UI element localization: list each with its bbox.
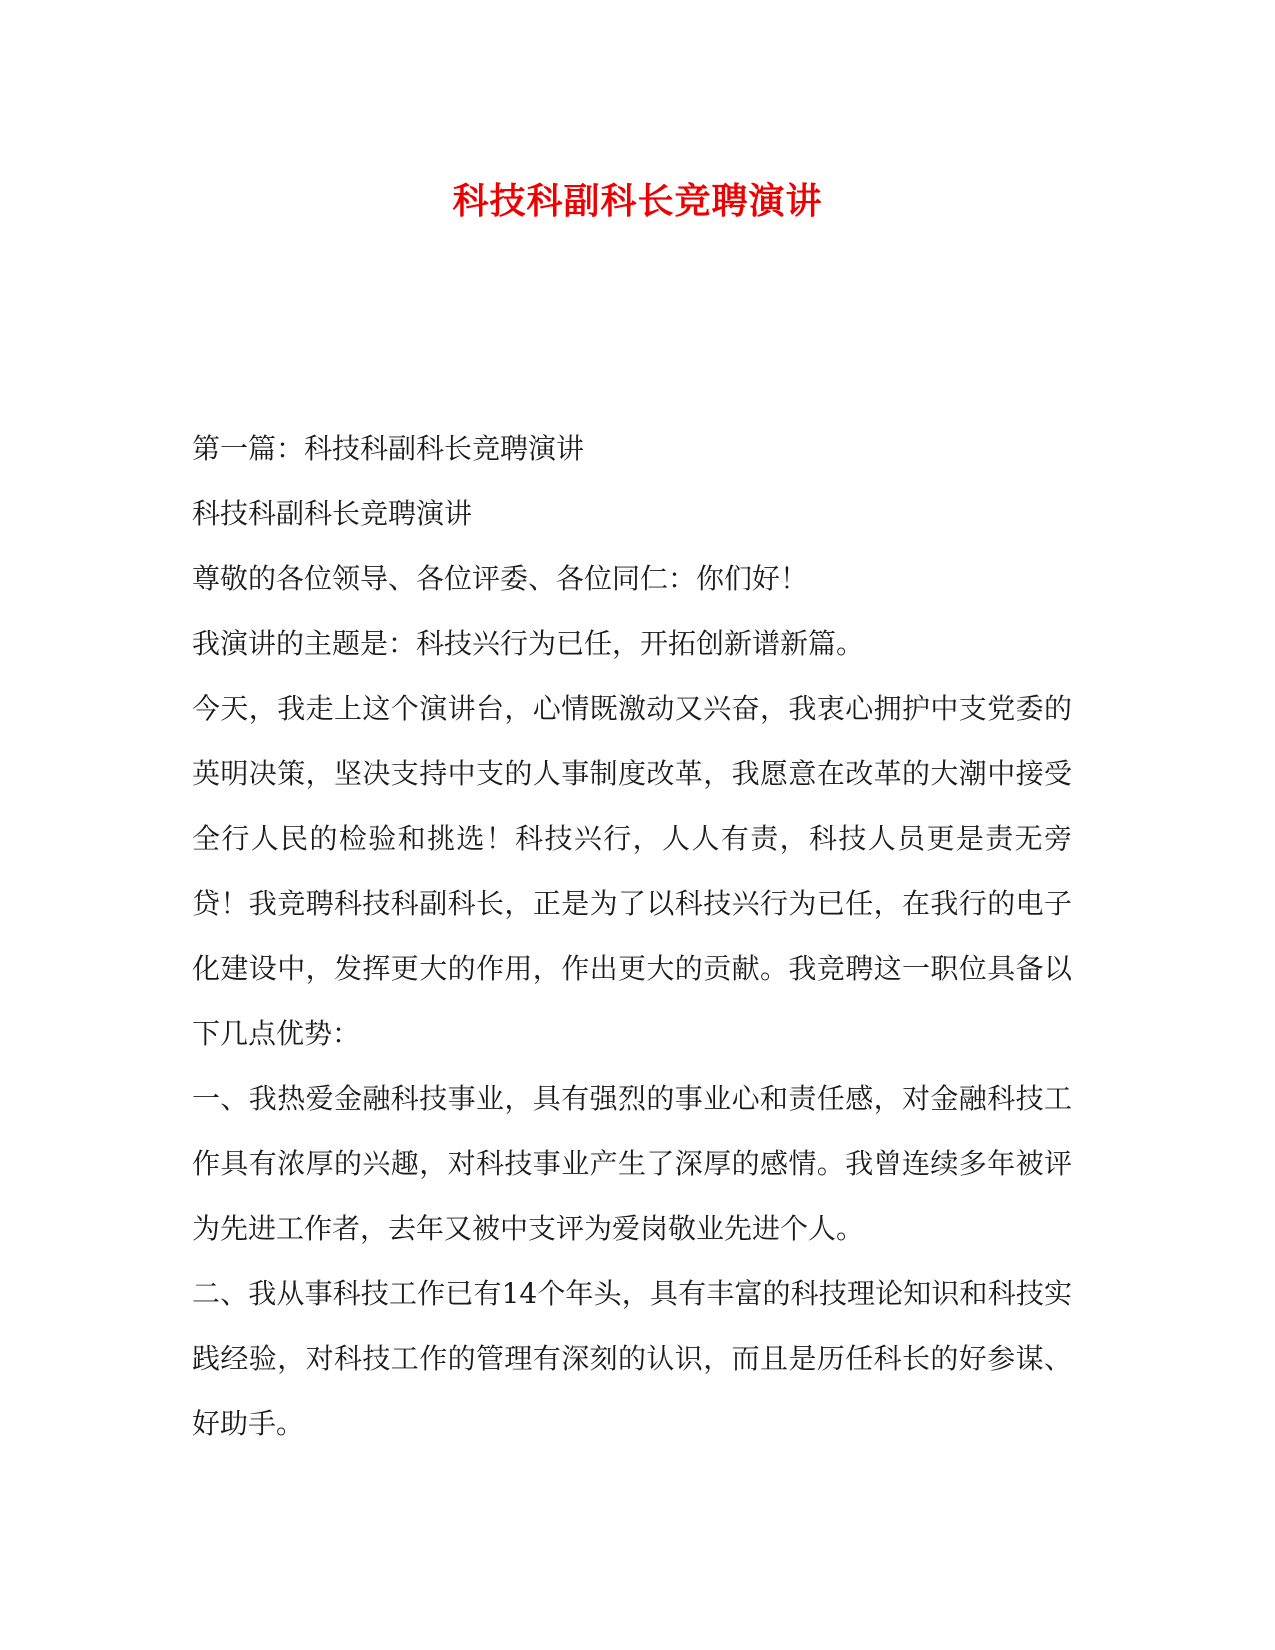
speech-title: 科技科副科长竞聘演讲 [192, 497, 473, 530]
advantage-paragraph-2: 二、我从事科技工作已有14个年头，具有丰富的科技理论知识和科技实践经验，对科技工作的管理有深刻的认识，而且是历任科长的好参谋、好助手。 [192, 1277, 1072, 1440]
advantage-paragraph-1: 一、我热爱金融科技事业，具有强烈的事业心和责任感，对金融科技工作具有浓厚的兴趣，对科技事业产生了深厚的感情。我曾连续多年被评为先进工作者，去年又被中支评为爱岗敬业先进个人。 [192, 1082, 1072, 1245]
document-title: 科技科副科长竞聘演讲 [452, 180, 823, 222]
section-heading: 第一篇：科技科副科长竞聘演讲 [192, 432, 585, 465]
document-body [192, 416, 1072, 1456]
intro-paragraph: 今天，我走上这个演讲台，心情既激动又兴奋，我衷心拥护中支党委的英明决策，坚决支持中支的人事制度改革，我愿意在改革的大潮中接受全行人民的检验和挑选！科技兴行，人人有责，科技人员更是责无旁贷！我竞聘科技科副科长，正是为了以科技兴行为已任，在我行的电子化建设中，发挥更大的作用，作出更大的贡献。我竞聘这一职位具备以下几点优势： [192, 692, 1072, 1050]
greeting-paragraph: 尊敬的各位领导、各位评委、各位同仁：你们好！ [192, 562, 809, 595]
theme-paragraph: 我演讲的主题是：科技兴行为已任，开拓创新谱新篇。 [192, 627, 865, 660]
